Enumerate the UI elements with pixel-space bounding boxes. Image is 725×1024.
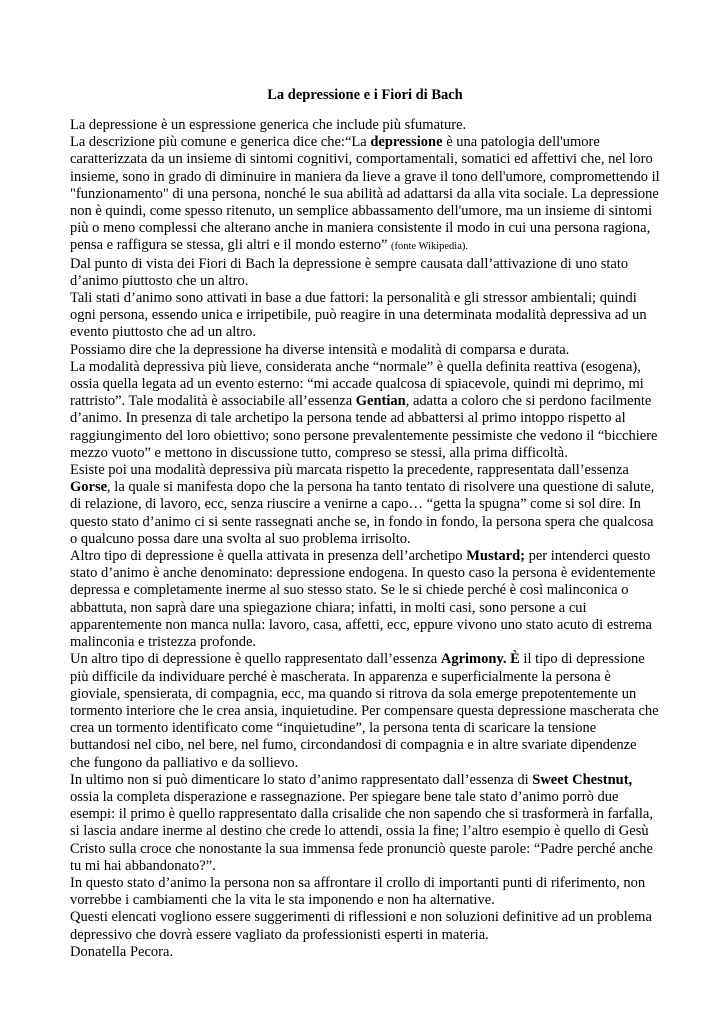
definition-keyword: depressione bbox=[370, 134, 443, 151]
definition-source: (fonte Wikipedia). bbox=[391, 241, 468, 253]
paragraph-crisis: In questo stato d’animo la persona non sa affrontare il crollo di importanti punti di riferimento, non vorrebbe i cambiamenti che la vita le sta imponendo e non ha alternative. bbox=[70, 874, 646, 909]
paragraph-intro: La depressione è un espressione generica che include più sfumature. bbox=[70, 117, 467, 133]
paragraph-gorse bbox=[70, 462, 660, 548]
paragraph-intensity: Possiamo dire che la depressione ha diverse intensità e modalità di comparsa e durata. bbox=[70, 341, 570, 358]
author-signature: Donatella Pecora. bbox=[70, 943, 174, 960]
agrimony-capital-e: È bbox=[510, 651, 520, 668]
gentian-text-start: La modalità depressiva più lieve, considerata anche “normale” è quella definita reattiva (esogena), ossia quella legata ad un evento esterno: “mi accade qualcosa di spiacevole, quindi mi deprimo, mi rattristo”. Tale modalità è associabile all’essenza bbox=[70, 358, 644, 410]
agrimony-text-start: Un altro tipo di depressione è quello rappresentato dall’essenza bbox=[70, 651, 441, 668]
paragraph-definition bbox=[70, 134, 660, 255]
definition-text-start: La descrizione più comune e generica dice che:“La bbox=[70, 134, 371, 151]
sweet-chestnut-keyword: Sweet Chestnut, bbox=[532, 771, 633, 788]
document-page bbox=[70, 86, 660, 961]
document-body bbox=[70, 117, 660, 961]
gorse-keyword: Gorse bbox=[70, 479, 108, 496]
paragraph-gentian bbox=[70, 359, 660, 462]
paragraph-agrimony bbox=[70, 651, 660, 771]
paragraph-factors: Tali stati d’animo sono attivati in base a due fattori: la personalità e gli stressor ambientali; quindi ogni persona, essendo unica e irripetibile, può reagire in una determinata modalità depressiva ad un evento piuttosto che ad un altro. bbox=[70, 290, 647, 341]
sweet-chestnut-text-end: ossia la completa disperazione e rassegnazione. Per spiegare bene tale stato d’animo porrò due esempi: il primo è quello rappresentato dalla crisalide che non sapendo che si trasformerà in farfalla, si lascia andare inerme al destino che crede lo attendi, ossia la fine; l’altro esempio è quello di Gesù Cristo sulla croce che nonostante la sua immensa fede pronunciò queste parole: “Padre perché anche tu mi hai abbandonato?”. bbox=[70, 788, 653, 874]
gorse-text-end: , la quale si manifesta dopo che la persona ha tanto tentato di risolvere una questione di salute, di relazione, di lavoro, ecc, senza riuscire a venirne a capo… “getta la spugna” come si sol dire. In questo stato d’animo ci si sente rassegnati anche se, in fondo in fondo, la persona spera che qualcosa o qualcuno possa dare una svolta al suo problema irrisolto. bbox=[70, 479, 655, 547]
gorse-text-start: Esiste poi una modalità depressiva più marcata rispetto la precedente, rappresentata dall’essenza bbox=[70, 462, 629, 479]
paragraph-bach-view: Dal punto di vista dei Fiori di Bach la depressione è sempre causata dall’attivazione di uno stato d’animo piuttosto che un altro. bbox=[70, 255, 629, 289]
gentian-text-end: , adatta a coloro che si perdono facilmente d’animo. In presenza di tale archetipo la persona tende ad abbattersi al primo intoppo rispetto al raggiungimento del loro obiettivo; sono persone prevalentemente pessimiste che vedono il “bicchiere mezzo vuoto” e mettono in discussione tutto, compreso se stessi, alla prima difficoltà. bbox=[70, 393, 658, 461]
mustard-keyword: Mustard; bbox=[466, 548, 525, 565]
paragraph-disclaimer: Questi elencati vogliono essere suggerimenti di riflessioni e non soluzioni definitive ad un problema depressivo che dovrà essere vagliato da professionisti esperti in materia. bbox=[70, 909, 652, 943]
agrimony-text-end: il tipo di depressione più difficile da individuare perché è mascherata. In apparenza e superficialmente la persona è gioviale, spensierata, di compagnia, ecc, ma quando si ritrova da sola emerge prepotentemente un tormento interiore che le crea ansia, inquietudine. Per compensare questa depressione mascherata che crea un tormento identificato come “inquietudine”, la persona tenta di scaricare la tensione buttandosi nel cibo, nel bere, nel fumo, circondandosi di compagnia e in altre svariate dipendenze che fungono da palliativo e da sollievo. bbox=[70, 651, 659, 771]
gentian-keyword: Gentian bbox=[355, 393, 406, 410]
paragraph-sweet-chestnut bbox=[70, 772, 660, 875]
definition-text-body: è una patologia dell'umore caratterizzata da un insieme di sintomi cognitivi, comportamentali, somatici ed affettivi che, nel loro insieme, sono in grado di diminuire in maniera da lieve a grave il tono dell'umore, compromettendo il "funzionamento" di una persona, nonché le sua abilità ad adattarsi da alla vita sociale. La depressione non è quindi, come spesso ritenuto, un semplice abbassamento dell'umore, ma un insieme di sintomi più o meno complessi che alterano anche in maniera consistente il modo in cui una persona ragiona, pensa e raffigura se stessa, gli altri e il mondo esterno” bbox=[70, 134, 660, 254]
mustard-text-start: Altro tipo di depressione è quella attivata in presenza dell’archetipo bbox=[70, 548, 467, 565]
paragraph-mustard bbox=[70, 548, 660, 651]
mustard-text-end: per intenderci questo stato d’animo è anche denominato: depressione endogena. In questo caso la persona è evidentemente depressa e completamente inerme al suo stesso stato. Se le si chiede perché è così malinconica o abbattuta, non saprà dare una spiegazione chiara; infatti, in molti casi, sono persone a cui apparentemente non manca nulla: lavoro, casa, affetti, ecc, eppure vivono uno stato acuto di estrema malinconia e tristezza profonde. bbox=[70, 548, 656, 651]
document-title: La depressione e i Fiori di Bach bbox=[267, 87, 463, 103]
sweet-chestnut-text-start: In ultimo non si può dimenticare lo stato d’animo rappresentato dall’essenza di bbox=[70, 771, 533, 788]
agrimony-keyword: Agrimony. bbox=[440, 651, 507, 668]
